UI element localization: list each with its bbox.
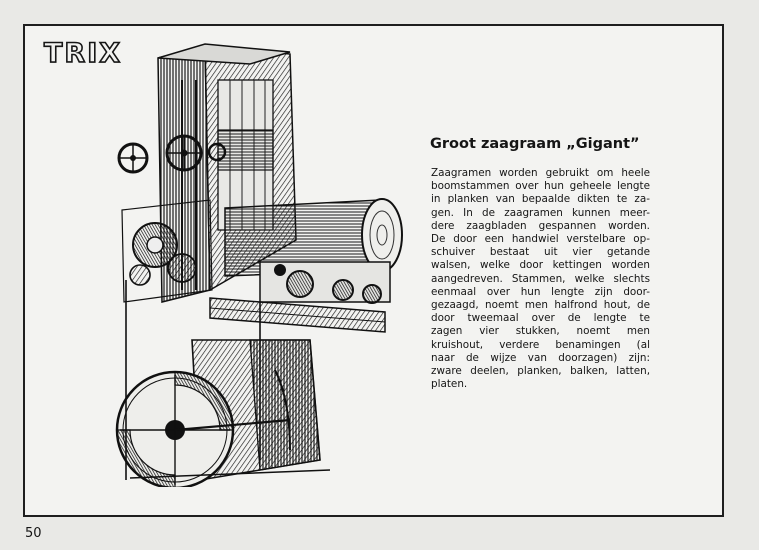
body-line: in planken van bepaalde dikten te za- [431,193,650,206]
body-line: gen. In de zaagramen kunnen meer- [431,206,650,219]
body-line: eenmaal over hun lengte zijn door- [431,285,650,298]
body-line: walsen, welke door kettingen worden [431,259,650,272]
body-line: naar de wijze van doorzagen) zijn: [431,351,650,364]
body-line: door tweemaal over de lengte te [431,312,650,325]
page-number: 50 [25,526,42,541]
trix-logo: TRIX [44,38,123,69]
body-line: schuiver bestaat uit vier getande [431,246,650,259]
body-line: aangedreven. Stammen, welke slechts [431,272,650,285]
body-line: platen. [431,378,468,391]
body-line: De door een handwiel verstelbare op- [431,233,650,246]
article-body [431,167,650,391]
body-line: zagen vier stukken, noemt men [431,325,650,338]
article-title: Groot zaagraam „Gigant” [430,136,640,152]
body-line: Zaagramen worden gebruikt om heele [431,167,650,179]
saw-frame-illustration [100,40,405,487]
body-line: boomstammen over hun geheele lengte [431,180,650,193]
body-line: zware deelen, planken, balken, latten, [431,365,650,378]
body-line: dere zaagbladen gespannen worden. [431,219,650,232]
body-line: kruishout, verdere benamingen (al [431,338,650,351]
body-line: gezaagd, noemt men halfrond hout, de [431,299,650,312]
